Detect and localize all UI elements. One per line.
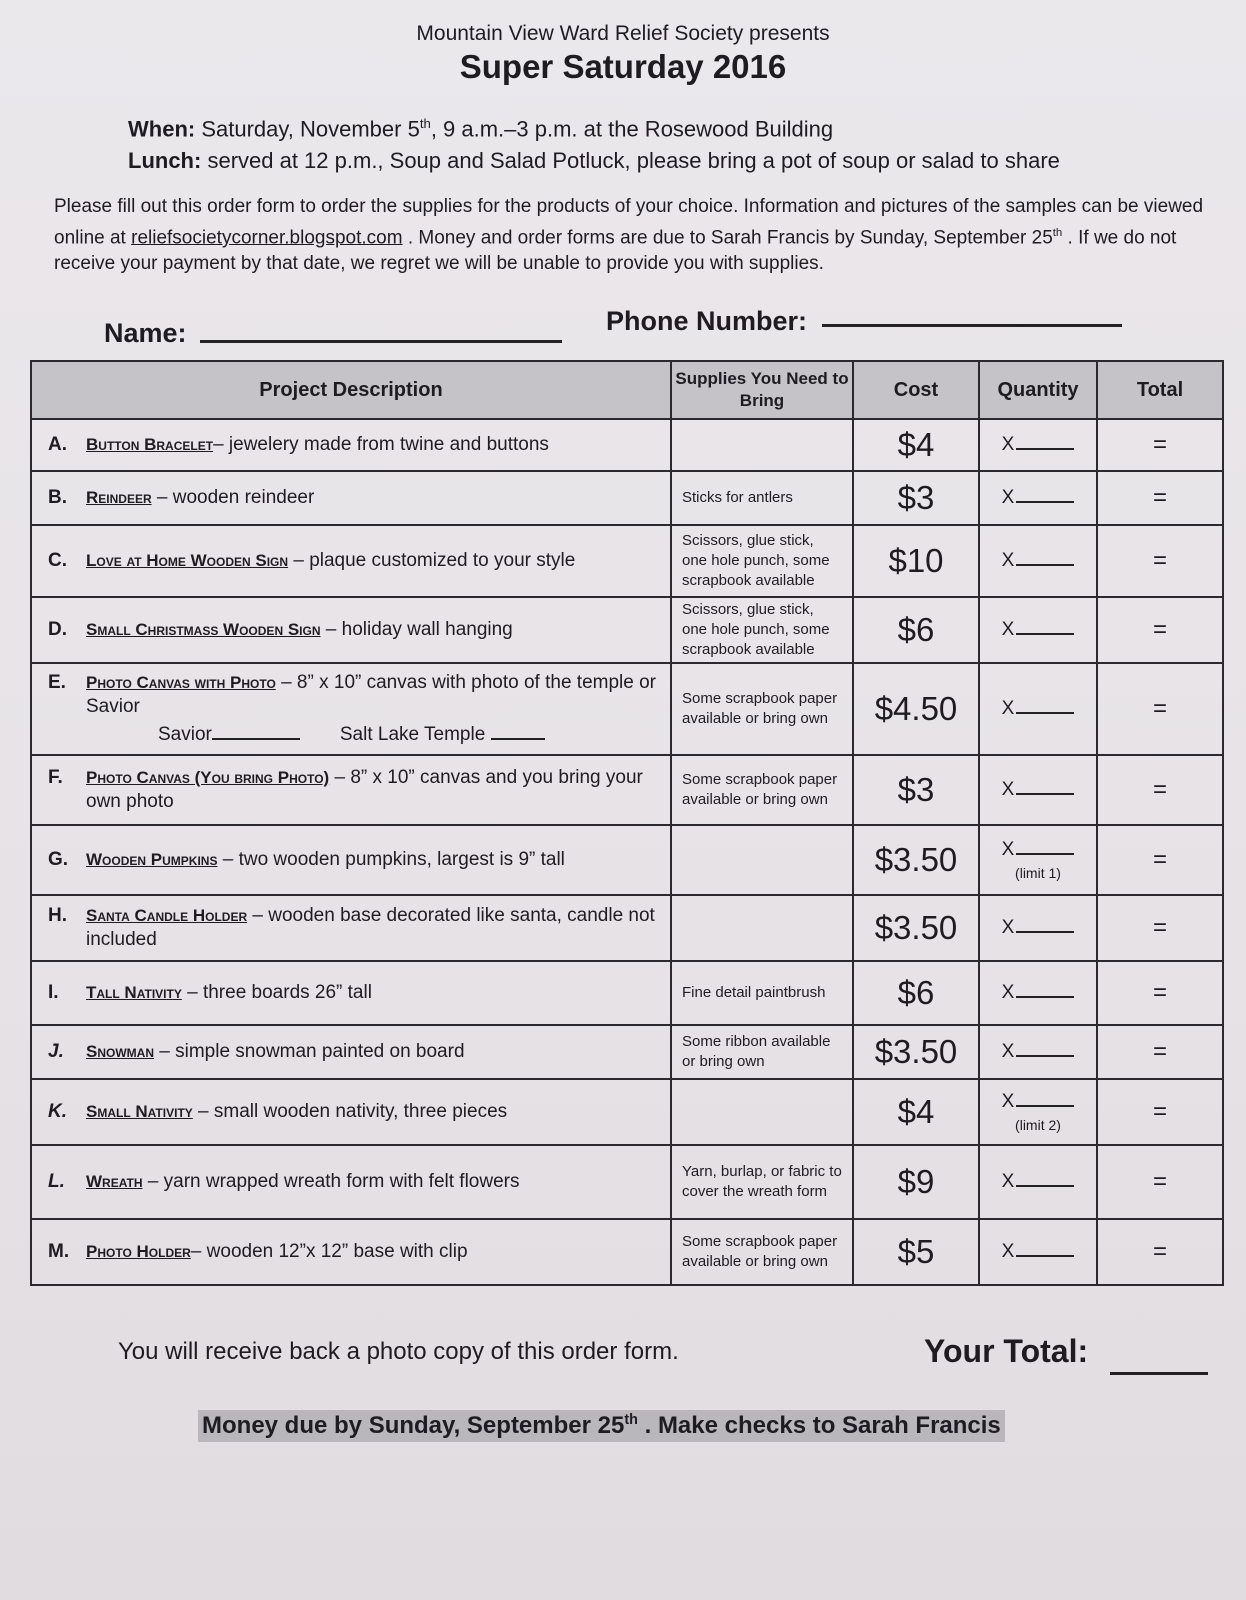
project-name: Love at Home Wooden Sign — [86, 551, 289, 570]
supplies-cell: Fine detail paintbrush — [671, 961, 853, 1025]
total-cell: = — [1097, 825, 1223, 895]
intro-part2: . Money and order forms are due to Sarah Francis by Sunday, September 25 — [402, 227, 1053, 249]
quantity-cell — [979, 525, 1097, 597]
project-name: Button Bracelet — [86, 435, 214, 454]
supplies-cell: Scissors, glue stick, one hole punch, some scrapbook available — [671, 597, 853, 663]
project-name: Wreath — [86, 1172, 143, 1191]
when-text-post: , 9 a.m.–3 p.m. at the Rosewood Building — [430, 116, 834, 142]
item-letter: F. — [48, 767, 63, 788]
money-due-note — [198, 1410, 1005, 1442]
quantity-input[interactable] — [1016, 1091, 1074, 1107]
name-field[interactable] — [200, 340, 562, 343]
total-cell: = — [1097, 419, 1223, 471]
description-cell — [31, 525, 671, 597]
total-cell: = — [1097, 597, 1223, 663]
cost-cell: $3.50 — [853, 825, 979, 895]
name-separator: – — [217, 849, 239, 870]
quantity-input[interactable] — [1016, 917, 1074, 933]
intro-part3: . If we do not receive your payment by that date, we regret we will be unable to provide you with supplies. — [54, 227, 1177, 275]
description-cell — [31, 1145, 671, 1219]
intro-sup: th — [1052, 227, 1063, 239]
when-line — [128, 116, 833, 142]
description-cell — [31, 825, 671, 895]
supplies-cell: Yarn, burlap, or fabric to cover the wreath form — [671, 1145, 853, 1219]
project-name: Photo Holder — [86, 1242, 191, 1261]
project-name: Wooden Pumpkins — [86, 850, 218, 869]
table-row — [31, 1219, 1223, 1285]
quantity-limit: (limit 2) — [1015, 1117, 1061, 1133]
table-row — [31, 1025, 1223, 1079]
description-cell — [31, 471, 671, 525]
quantity-multiplier: X — [1001, 698, 1015, 719]
project-name: Tall Nativity — [86, 983, 182, 1002]
cost-cell: $6 — [853, 597, 979, 663]
description-cell — [31, 755, 671, 825]
item-letter: J. — [48, 1041, 64, 1062]
cost-cell: $6 — [853, 961, 979, 1025]
name-separator: – — [213, 434, 229, 455]
cost-cell: $4.50 — [853, 663, 979, 755]
quantity-input[interactable] — [1016, 839, 1074, 855]
lunch-text: served at 12 p.m., Soup and Salad Potluck, please bring a pot of soup or salad to share — [207, 148, 1060, 173]
header-cost: Cost — [853, 361, 979, 419]
quantity-cell — [979, 1145, 1097, 1219]
table-header-row — [31, 361, 1223, 419]
project-description: wooden 12”x 12” base with clip — [206, 1241, 468, 1262]
project-name: Santa Candle Holder — [86, 906, 248, 925]
total-cell: = — [1097, 1219, 1223, 1285]
name-separator: – — [154, 1041, 176, 1062]
name-separator: – — [288, 550, 310, 571]
table-row — [31, 525, 1223, 597]
total-cell: = — [1097, 1145, 1223, 1219]
quantity-input[interactable] — [1016, 982, 1074, 998]
total-cell: = — [1097, 1025, 1223, 1079]
total-cell: = — [1097, 961, 1223, 1025]
item-letter: A. — [48, 434, 67, 455]
project-name: Photo Canvas with Photo — [86, 673, 276, 692]
when-label: When: — [128, 116, 196, 142]
cost-cell: $4 — [853, 1079, 979, 1145]
option-temple-field[interactable] — [491, 723, 545, 740]
quantity-input[interactable] — [1016, 487, 1074, 503]
quantity-input[interactable] — [1016, 698, 1074, 714]
description-cell — [31, 663, 671, 755]
header-supplies: Supplies You Need to Bring — [671, 361, 853, 419]
supplies-cell — [671, 825, 853, 895]
item-letter: B. — [48, 487, 67, 508]
quantity-cell — [979, 1219, 1097, 1285]
name-separator: – — [247, 905, 269, 926]
total-cell: = — [1097, 1079, 1223, 1145]
name-separator: – — [181, 982, 203, 1003]
header-quantity: Quantity — [979, 361, 1097, 419]
quantity-multiplier: X — [1001, 982, 1015, 1003]
table-row — [31, 471, 1223, 525]
table-row — [31, 597, 1223, 663]
name-separator: – — [320, 619, 342, 640]
quantity-cell — [979, 1079, 1097, 1145]
supplies-cell: Some scrapbook paper available or bring own — [671, 1219, 853, 1285]
option-savior-label: Savior — [158, 724, 212, 745]
name-separator: – — [151, 487, 173, 508]
table-row — [31, 961, 1223, 1025]
item-letter: D. — [48, 619, 67, 640]
table-row — [31, 1079, 1223, 1145]
when-sup: th — [419, 116, 431, 131]
cost-cell: $3 — [853, 755, 979, 825]
quantity-multiplier: X — [1001, 619, 1015, 640]
project-name: Small Nativity — [86, 1102, 193, 1121]
phone-label: Phone Number: — [606, 306, 808, 336]
supplies-cell: Scissors, glue stick, one hole punch, some scrapbook available — [671, 525, 853, 597]
quantity-cell — [979, 597, 1097, 663]
total-cell: = — [1097, 755, 1223, 825]
quantity-cell — [979, 755, 1097, 825]
description-cell — [31, 1079, 671, 1145]
quantity-cell — [979, 471, 1097, 525]
when-text: Saturday, November 5 — [201, 116, 420, 142]
item-letter: C. — [48, 550, 67, 571]
page-title: Super Saturday 2016 — [459, 48, 787, 85]
total-cell: = — [1097, 895, 1223, 961]
intro-paragraph — [54, 194, 1204, 277]
quantity-limit: (limit 1) — [1015, 865, 1061, 881]
quantity-multiplier: X — [1001, 1091, 1015, 1112]
table-row — [31, 663, 1223, 755]
project-description: small wooden nativity, three pieces — [213, 1101, 508, 1122]
total-cell: = — [1097, 663, 1223, 755]
supplies-cell: Sticks for antlers — [671, 471, 853, 525]
option-savior-field[interactable] — [212, 723, 300, 740]
table-row — [31, 825, 1223, 895]
total-cell: = — [1097, 471, 1223, 525]
item-letter: K. — [48, 1101, 67, 1122]
supplies-cell: Some ribbon available or bring own — [671, 1025, 853, 1079]
project-description: plaque customized to your style — [309, 550, 576, 571]
cost-cell: $9 — [853, 1145, 979, 1219]
due-text: Money due by Sunday, September 25 — [202, 1412, 625, 1439]
header-total: Total — [1097, 361, 1223, 419]
quantity-multiplier: X — [1001, 1171, 1015, 1192]
quantity-cell — [979, 419, 1097, 471]
name-separator: – — [142, 1171, 164, 1192]
project-description: wooden base decorated like santa, candle not included — [86, 905, 655, 950]
description-cell — [31, 961, 671, 1025]
order-table — [30, 360, 1224, 1286]
cost-cell: $5 — [853, 1219, 979, 1285]
project-description: jewelery made from twine and buttons — [228, 434, 549, 455]
project-description: wooden reindeer — [172, 487, 315, 508]
quantity-input[interactable] — [1016, 1241, 1074, 1257]
project-name: Photo Canvas (You bring Photo) — [86, 768, 330, 787]
quantity-multiplier: X — [1001, 839, 1015, 860]
total-cell: = — [1097, 525, 1223, 597]
table-row — [31, 895, 1223, 961]
quantity-input[interactable] — [1016, 1041, 1074, 1057]
table-row — [31, 419, 1223, 471]
supplies-cell — [671, 895, 853, 961]
quantity-cell — [979, 895, 1097, 961]
description-cell — [31, 1025, 671, 1079]
option-temple-label: Salt Lake Temple — [339, 724, 486, 745]
your-total-field[interactable] — [1110, 1372, 1208, 1375]
table-row — [31, 1145, 1223, 1219]
description-cell — [31, 597, 671, 663]
name-separator: – — [275, 672, 297, 693]
project-name: Small Christmass Wooden Sign — [86, 620, 321, 639]
description-cell — [31, 895, 671, 961]
quantity-multiplier: X — [1001, 1041, 1015, 1062]
supplies-cell — [671, 1079, 853, 1145]
cost-cell: $3 — [853, 471, 979, 525]
your-total-label: Your Total: — [924, 1333, 1089, 1369]
presenter-line: Mountain View Ward Relief Society presents — [416, 22, 830, 45]
lunch-label: Lunch: — [128, 148, 202, 173]
supplies-cell: Some scrapbook paper available or bring own — [671, 755, 853, 825]
project-description: two wooden pumpkins, largest is 9” tall — [238, 849, 565, 870]
name-separator: – — [329, 767, 351, 788]
quantity-multiplier: X — [1001, 1241, 1015, 1262]
intro-part1: Please fill out this order form to order the supplies for the products of your choice. Information and pictures of the samples can be viewed online at — [54, 196, 1204, 249]
item-letter: L. — [48, 1171, 65, 1192]
quantity-multiplier: X — [1001, 917, 1015, 938]
project-name: Reindeer — [86, 488, 152, 507]
project-name: Snowman — [86, 1042, 154, 1061]
quantity-multiplier: X — [1001, 487, 1015, 508]
description-cell — [31, 419, 671, 471]
item-letter: E. — [48, 672, 66, 693]
due-text-post: . Make checks to Sarah Francis — [637, 1412, 1001, 1439]
cost-cell: $10 — [853, 525, 979, 597]
project-description: three boards 26” tall — [202, 982, 372, 1003]
supplies-cell — [671, 419, 853, 471]
project-description: yarn wrapped wreath form with felt flowers — [163, 1171, 520, 1192]
cost-cell: $4 — [853, 419, 979, 471]
quantity-cell — [979, 1025, 1097, 1079]
header-description: Project Description — [31, 361, 671, 419]
project-description: 8” x 10” canvas with photo of the temple or Savior — [86, 672, 657, 717]
phone-field[interactable] — [822, 324, 1122, 327]
quantity-input[interactable] — [1016, 550, 1074, 566]
project-description: simple snowman painted on board — [175, 1041, 465, 1062]
quantity-cell — [979, 961, 1097, 1025]
quantity-cell — [979, 825, 1097, 895]
name-separator: – — [192, 1101, 214, 1122]
quantity-multiplier: X — [1001, 550, 1015, 571]
quantity-input[interactable] — [1016, 434, 1074, 450]
photocopy-note: You will receive back a photo copy of this order form. — [118, 1338, 679, 1365]
description-cell — [31, 1219, 671, 1285]
project-description: 8” x 10” canvas and you bring your own photo — [86, 767, 643, 812]
photo-options — [86, 723, 662, 747]
cost-cell: $3.50 — [853, 1025, 979, 1079]
supplies-cell: Some scrapbook paper available or bring own — [671, 663, 853, 755]
name-label: Name: — [104, 318, 187, 348]
item-letter: M. — [48, 1241, 70, 1262]
due-sup: th — [624, 1412, 638, 1428]
quantity-multiplier: X — [1001, 434, 1015, 455]
table-row — [31, 755, 1223, 825]
cost-cell: $3.50 — [853, 895, 979, 961]
quantity-multiplier: X — [1001, 779, 1015, 800]
name-separator: – — [190, 1241, 207, 1262]
project-description: holiday wall hanging — [341, 619, 513, 640]
lunch-line — [128, 148, 1060, 174]
quantity-cell — [979, 663, 1097, 755]
quantity-input[interactable] — [1016, 1171, 1074, 1187]
item-letter: I. — [48, 982, 59, 1003]
item-letter: H. — [48, 905, 67, 926]
quantity-input[interactable] — [1016, 779, 1074, 795]
blog-link[interactable]: reliefsocietycorner.blogspot.com — [131, 227, 403, 249]
quantity-input[interactable] — [1016, 619, 1074, 635]
item-letter: G. — [48, 849, 69, 870]
